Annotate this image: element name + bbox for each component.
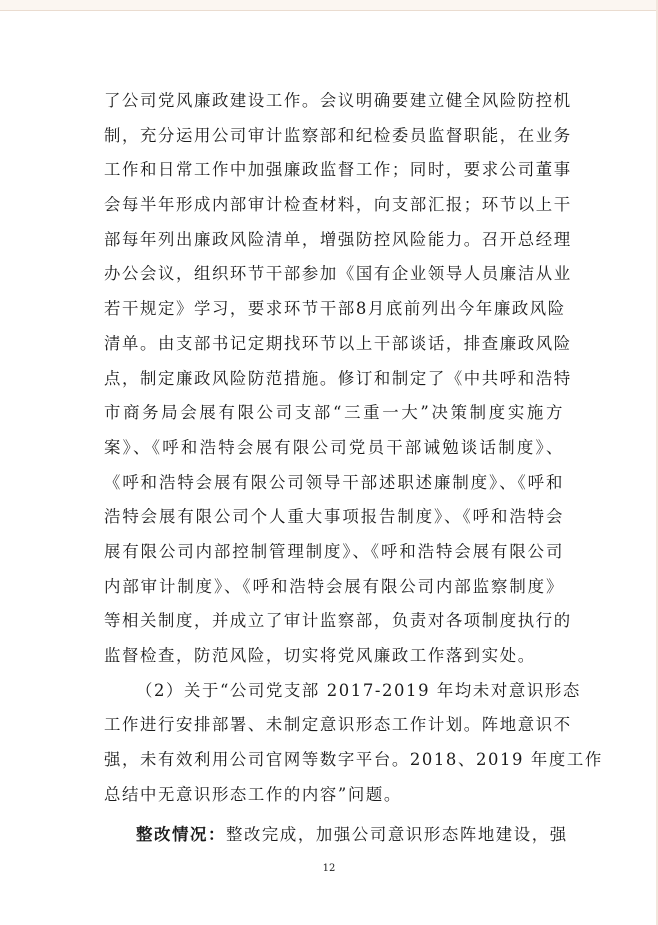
rectification-line (104, 818, 568, 853)
rectification-label: 整改情况： (136, 825, 226, 845)
body-line: 了公司党风廉政建设工作。会议明确要建立健全风险防控机 (104, 91, 572, 110)
body-line: 浩特会展有限公司个人重大事项报告制度》、《呼和浩特会 (104, 507, 564, 527)
body-line: 会每半年形成内部审计检查材料，向支部汇报；环节以上干 (104, 195, 572, 215)
page-top-margin (0, 0, 658, 10)
body-line: 《呼和浩特会展有限公司领导干部述职述廉制度》、《呼和 (104, 472, 564, 492)
body-line: 部每年列出廉政风险清单，增强防控风险能力。召开总经理 (104, 229, 572, 249)
body-line: 等相关制度，并成立了审计监察部，负责对各项制度执行的 (104, 611, 572, 631)
body-line: 清单。由支部书记定期找环节以上干部谈话，排查廉政风险 (104, 333, 572, 353)
body-line: 若干规定》学习，要求环节干部8月底前列出今年廉政风险 (104, 299, 566, 319)
issue-line: 强，未有效利用公司官网等数字平台。2018、2019 年度工作 (104, 750, 603, 770)
issue-line: （2）关于“公司党支部 2017-2019 年均未对意识形态 (136, 680, 581, 700)
document-body (104, 84, 603, 853)
body-line: 监督检查，防范风险，切实将党风廉政工作落到实处。 (104, 646, 536, 665)
issue-line: 总结中无意识形态工作的内容”问题。 (104, 784, 402, 804)
body-line: 制，充分运用公司审计监察部和纪检委员监督职能，在业务 (104, 125, 572, 145)
body-line: 案》、《呼和浩特会展有限公司党员干部诫勉谈话制度》、 (104, 437, 564, 457)
body-line: 市商务局会展有限公司支部“三重一大”决策制度实施方 (104, 403, 564, 423)
issue-line: 工作进行安排部署、未制定意识形态工作计划。阵地意识不 (104, 715, 572, 735)
body-line: 展有限公司内部控制管理制度》、《呼和浩特会展有限公司 (104, 541, 564, 561)
body-line: 点，制定廉政风险防范措施。修订和制定了《中共呼和浩特 (104, 368, 572, 388)
page-number: 12 (322, 863, 336, 874)
body-line: 内部审计制度》、《呼和浩特会展有限公司内部监察制度》 (104, 576, 564, 596)
rectification-text: 整改完成，加强公司意识形态阵地建设，强 (225, 825, 568, 845)
body-line: 办公会议，组织环节干部参加《国有企业领导人员廉洁从业 (104, 264, 572, 284)
body-line: 工作和日常工作中加强廉政监督工作；同时，要求公司董事 (104, 160, 572, 180)
page-top-border (0, 10, 658, 11)
